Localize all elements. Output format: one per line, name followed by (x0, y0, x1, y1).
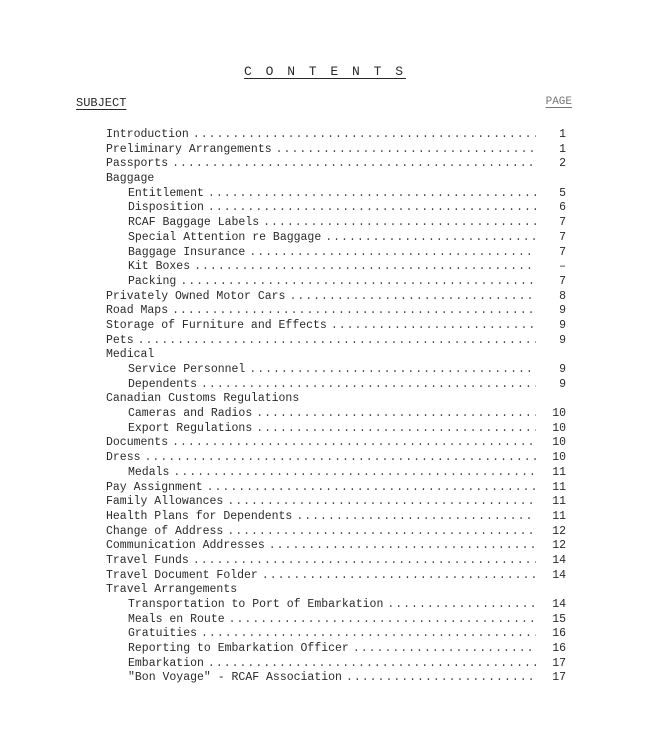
toc-entry (106, 128, 566, 143)
toc-subentry (106, 466, 566, 481)
toc-subentry (106, 201, 566, 216)
toc-subentry (106, 260, 566, 275)
toc-entry (106, 569, 566, 584)
toc-page-number: 12 (552, 524, 566, 538)
toc-entry-label: Kit Boxes (128, 260, 191, 274)
toc-entry (106, 172, 566, 187)
toc-subentry (106, 671, 566, 686)
toc-entry (106, 392, 566, 407)
toc-entry-label: Medical (106, 348, 155, 362)
toc-entry (106, 304, 566, 319)
toc-entry (106, 495, 566, 510)
toc-page-number: 2 (559, 157, 566, 171)
dot-leader (194, 260, 536, 275)
toc-page-number: 17 (552, 656, 566, 670)
toc-entry (106, 334, 566, 349)
toc-entry-label: Embarkation (128, 656, 204, 670)
toc-entry (106, 348, 566, 363)
toc-entry-label: Communication Addresses (106, 539, 265, 553)
toc-page-number: – (559, 260, 566, 274)
toc-entry-label: Travel Arrangements (106, 583, 238, 597)
toc-entry-label: Documents (106, 436, 169, 450)
dot-leader (331, 319, 536, 334)
dot-leader (145, 451, 536, 466)
toc-entry-label: Disposition (128, 201, 204, 215)
toc-page-number: 14 (552, 598, 566, 611)
toc-subentry (106, 187, 566, 202)
dot-leader (325, 231, 536, 246)
toc-entry-label: Medals (128, 465, 170, 479)
dot-leader (193, 128, 536, 143)
dot-leader (346, 671, 536, 686)
toc-page-number: 9 (559, 333, 566, 347)
toc-page-number: 6 (559, 201, 566, 215)
toc-entry-label: Dependents (128, 377, 198, 391)
toc-entry-label: Pay Assignment (106, 480, 203, 494)
toc-page-number: 11 (552, 480, 566, 494)
page-column-header: PAGE (545, 96, 572, 108)
toc-page-number: 10 (552, 421, 566, 435)
toc-entry-label: Preliminary Arrangements (106, 142, 272, 156)
toc-entry (106, 157, 566, 172)
toc-page-number: 5 (559, 186, 566, 200)
dot-leader (208, 187, 536, 202)
toc-page-number: 9 (559, 304, 566, 318)
toc-subentry (106, 657, 566, 672)
toc-entry-label: Service Personnel (128, 363, 246, 376)
toc-entry-label: Reporting to Embarkation Officer (128, 642, 349, 656)
toc-entry-label: Family Allowances (106, 495, 224, 509)
toc-subentry (106, 246, 566, 261)
toc-entry-label: Canadian Customs Regulations (106, 392, 300, 406)
dot-leader (208, 657, 536, 672)
page-title: C O N T E N T S (243, 64, 407, 79)
toc-entry (106, 539, 566, 554)
toc-entry-label: Health Plans for Dependents (106, 509, 293, 523)
toc-entry (106, 554, 566, 569)
toc-entry-label: Packing (128, 274, 177, 288)
dot-leader (387, 598, 536, 613)
dot-leader (138, 334, 536, 349)
toc-entry-label: Travel Funds (106, 553, 189, 567)
toc-entry-label: Special Attention re Baggage (128, 230, 322, 244)
toc-subentry (106, 231, 566, 246)
toc-subentry (106, 613, 566, 628)
toc-page-number: 11 (552, 495, 566, 509)
toc-page-number: 9 (559, 377, 566, 391)
toc-entry-label: Introduction (106, 128, 189, 141)
dot-leader (227, 495, 536, 510)
dot-leader (262, 569, 536, 584)
table-of-contents (106, 128, 566, 686)
dot-leader (172, 304, 536, 319)
dot-leader (249, 246, 536, 261)
toc-entry (106, 319, 566, 334)
subject-column-header: SUBJECT (76, 96, 127, 110)
toc-page-number: 9 (559, 363, 566, 376)
toc-entry-label: RCAF Baggage Labels (128, 216, 260, 230)
toc-page-number: 9 (559, 318, 566, 332)
toc-entry-label: Travel Document Folder (106, 568, 258, 582)
toc-page-number: 16 (552, 627, 566, 641)
dot-leader (201, 378, 536, 393)
toc-entry-label: Entitlement (128, 186, 204, 200)
toc-page-number: 1 (559, 142, 566, 156)
toc-page-number: 15 (552, 612, 566, 626)
toc-subentry (106, 378, 566, 393)
toc-entry-label: Change of Address (106, 524, 224, 538)
toc-page-number: 10 (552, 436, 566, 450)
toc-entry-label: Cameras and Radios (128, 407, 253, 421)
toc-page-number: 14 (552, 568, 566, 582)
dot-leader (289, 290, 536, 305)
toc-page-number: 17 (552, 671, 566, 685)
toc-subentry (106, 642, 566, 657)
toc-subentry (106, 407, 566, 422)
toc-subentry (106, 598, 566, 613)
toc-page-number: 14 (552, 553, 566, 567)
toc-entry-label: Meals en Route (128, 612, 225, 626)
dot-leader (256, 407, 536, 422)
dot-leader (227, 525, 536, 540)
toc-page-number: 12 (552, 539, 566, 553)
toc-entry-label: Road Maps (106, 304, 169, 318)
toc-entry (106, 525, 566, 540)
dot-leader (208, 201, 536, 216)
dot-leader (207, 481, 536, 496)
toc-subentry (106, 363, 566, 378)
dot-leader (276, 143, 536, 158)
dot-leader (263, 216, 536, 231)
toc-entry (106, 143, 566, 158)
toc-page-number: 7 (559, 230, 566, 244)
toc-entry-label: Baggage (106, 172, 155, 186)
toc-entry-label: Pets (106, 333, 134, 347)
toc-entry-label: Passports (106, 157, 169, 171)
toc-page-number: 8 (559, 289, 566, 303)
toc-page-number: 7 (559, 245, 566, 259)
toc-entry (106, 290, 566, 305)
dot-leader (172, 157, 536, 172)
toc-entry-label: Dress (106, 451, 141, 465)
toc-subentry (106, 627, 566, 642)
toc-entry (106, 436, 566, 451)
toc-page-number: 7 (559, 216, 566, 230)
toc-page-number: 11 (552, 509, 566, 523)
toc-page-number: 7 (559, 274, 566, 288)
toc-page-number: 11 (552, 465, 566, 479)
toc-page-number: 1 (559, 128, 566, 141)
toc-page-number: 16 (552, 642, 566, 656)
toc-entry-label: Privately Owned Motor Cars (106, 289, 286, 303)
dot-leader (353, 642, 536, 657)
toc-page-number: 10 (552, 407, 566, 421)
dot-leader (201, 627, 536, 642)
toc-entry-label: Baggage Insurance (128, 245, 246, 259)
toc-entry-label: Gratuities (128, 627, 198, 641)
toc-entry-label: Transportation to Port of Embarkation (128, 598, 384, 611)
dot-leader (180, 275, 536, 290)
toc-entry (106, 481, 566, 496)
dot-leader (193, 554, 536, 569)
toc-subentry (106, 216, 566, 231)
toc-subentry (106, 422, 566, 437)
dot-leader (173, 466, 536, 481)
dot-leader (256, 422, 536, 437)
toc-entry-label: Export Regulations (128, 421, 253, 435)
toc-entry (106, 510, 566, 525)
dot-leader (172, 436, 536, 451)
dot-leader (229, 613, 536, 628)
toc-page-number: 10 (552, 451, 566, 465)
toc-entry (106, 451, 566, 466)
dot-leader (296, 510, 536, 525)
dot-leader (269, 539, 536, 554)
toc-entry (106, 583, 566, 598)
toc-entry-label: "Bon Voyage" - RCAF Association (128, 671, 342, 685)
toc-subentry (106, 275, 566, 290)
dot-leader (249, 363, 536, 378)
toc-entry-label: Storage of Furniture and Effects (106, 318, 327, 332)
